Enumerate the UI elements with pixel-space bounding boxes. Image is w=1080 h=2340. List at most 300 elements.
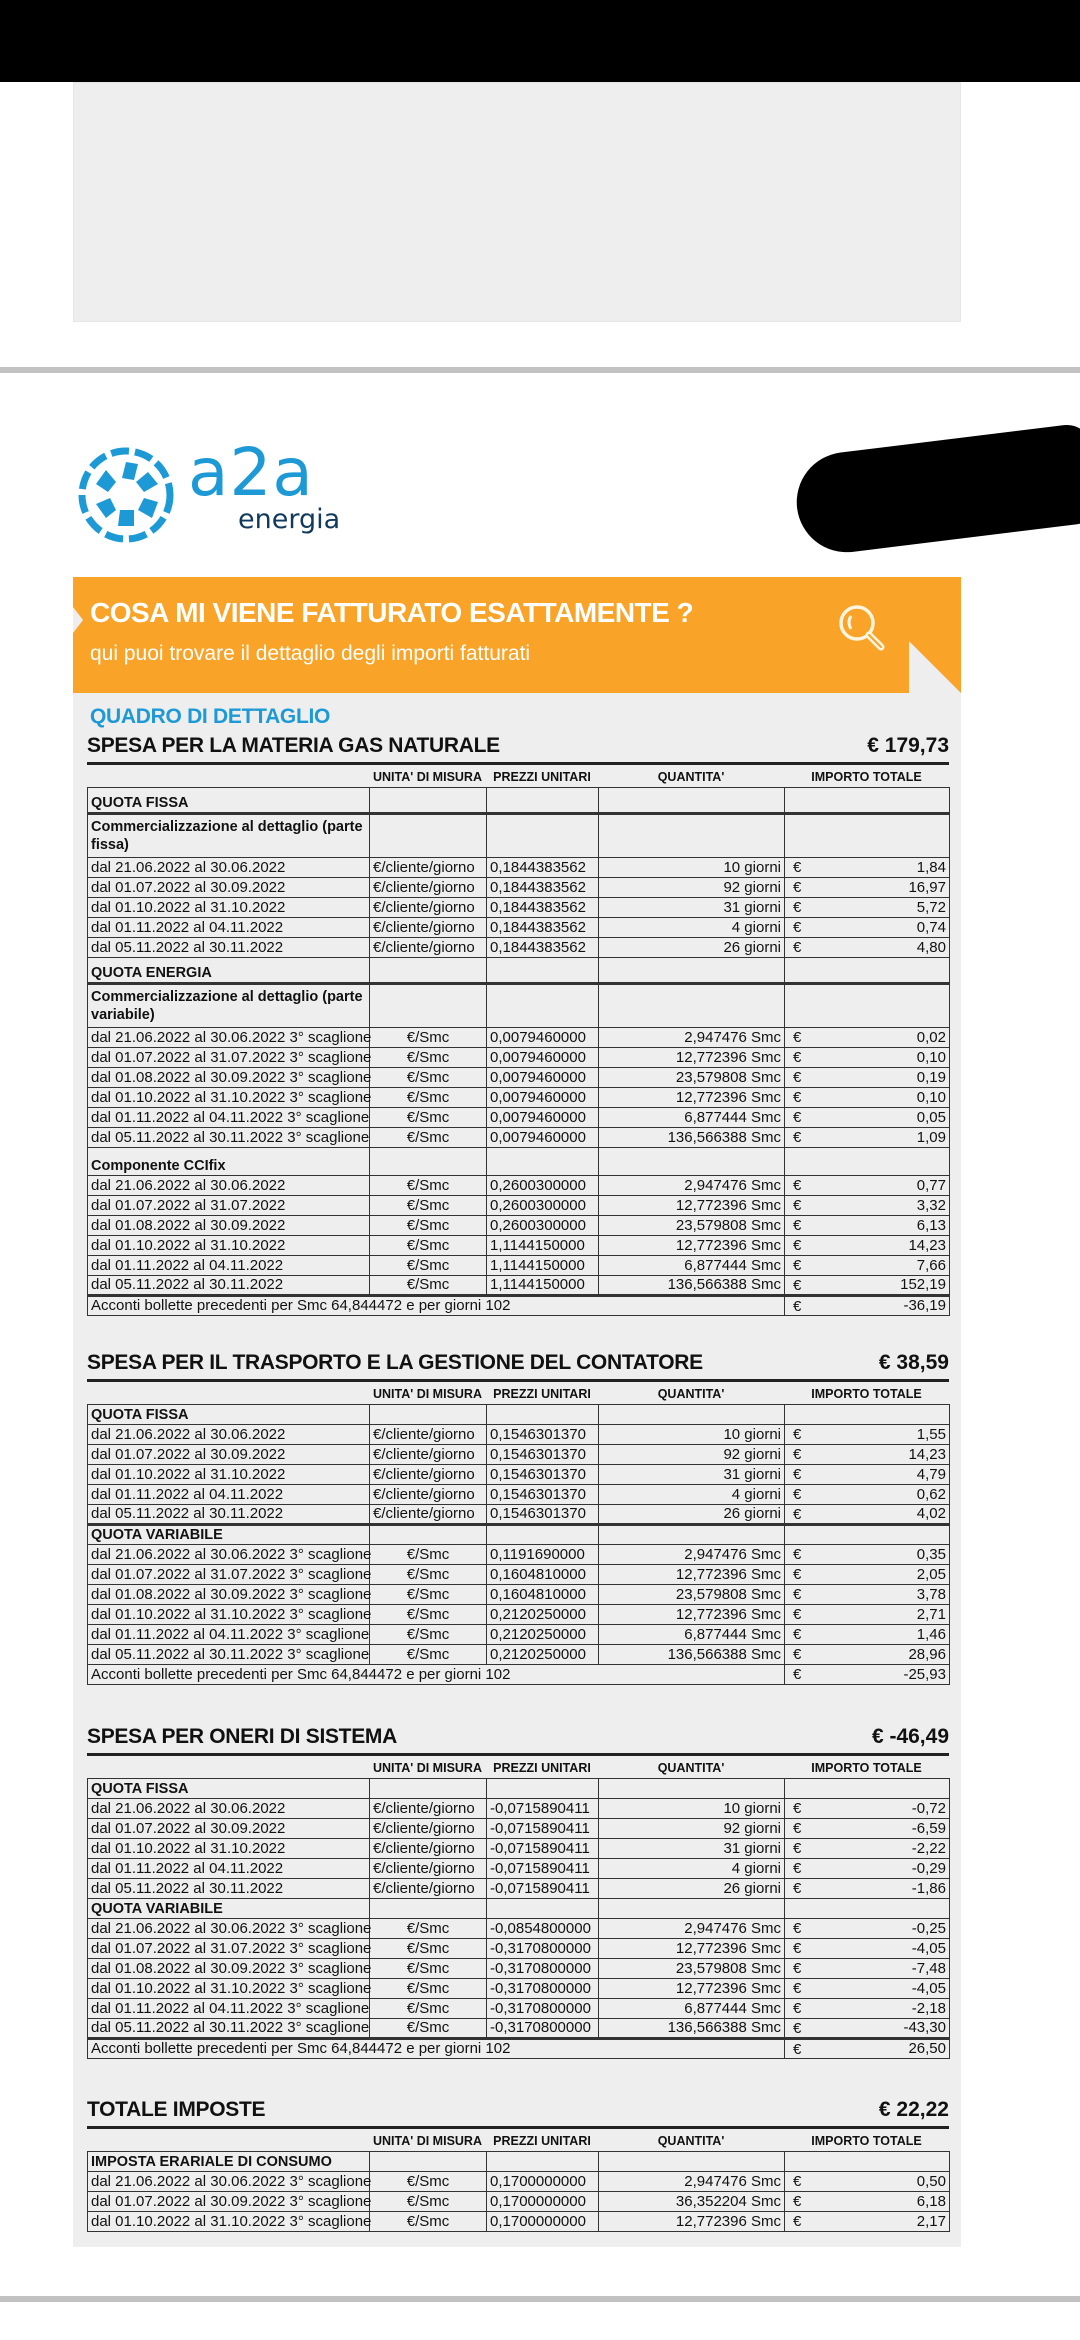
euro-sign: € [793,1426,802,1443]
price-cell: 0,1546301370 [487,1445,599,1465]
qty-cell: 12,772396 Smc [599,1605,785,1625]
table-row [88,1839,950,1859]
euro-sign: € [793,1257,802,1274]
qty-cell: 92 giorni [599,878,785,898]
qty-cell: 12,772396 Smc [599,2212,785,2232]
table-row [88,1585,950,1605]
amount-value: 5,72 [916,898,946,916]
unit-cell: €/cliente/giorno [370,1485,487,1505]
period-cell: dal 01.10.2022 al 31.10.2022 [88,1465,370,1485]
unit-cell: €/cliente/giorno [370,918,487,938]
amount-value: 2,71 [916,1605,946,1623]
table-row [88,2192,950,2212]
euro-sign: € [793,1277,802,1294]
column-headers [87,1756,949,1778]
euro-sign: € [793,2020,802,2037]
qty-cell: 23,579808 Smc [599,1216,785,1236]
price-cell: 0,2600300000 [487,1176,599,1196]
amount-cell [785,858,950,878]
euro-sign: € [793,1506,802,1523]
amount-cell [785,1485,950,1505]
previous-page-block [73,82,961,322]
col-unit: UNITA' DI MISURA [373,1387,482,1401]
table-row [88,1465,950,1485]
column-headers [87,2129,949,2151]
amount-value: 14,23 [908,1445,946,1463]
price-cell: 0,1844383562 [487,918,599,938]
sub-row [88,1148,950,1176]
qty-cell: 31 giorni [599,1839,785,1859]
amount-cell [785,1839,950,1859]
sub-label: Commercializzazione al dettaglio (parte fissa) [88,814,370,858]
table-row [88,1048,950,1068]
qty-cell: 4 giorni [599,1859,785,1879]
amount-cell [785,1979,950,1999]
euro-sign: € [793,1666,802,1683]
qty-cell: 4 giorni [599,1485,785,1505]
price-cell: 0,0079460000 [487,1068,599,1088]
euro-sign: € [793,1920,802,1937]
qty-cell: 12,772396 Smc [599,1196,785,1216]
amount-cell [785,1108,950,1128]
table-row [88,1276,950,1296]
period-cell: dal 01.07.2022 al 30.09.2022 3° scaglione [88,2192,370,2212]
amount-value: 0,35 [916,1545,946,1563]
period-cell: dal 05.11.2022 al 30.11.2022 3° scaglione [88,1645,370,1665]
period-cell: dal 01.10.2022 al 31.10.2022 [88,1236,370,1256]
period-cell: dal 01.08.2022 al 30.09.2022 3° scaglione [88,1959,370,1979]
amount-cell [785,1999,950,2019]
amount-cell [785,1939,950,1959]
euro-sign: € [793,1109,802,1126]
period-cell: dal 05.11.2022 al 30.11.2022 [88,1276,370,1296]
qty-cell: 36,352204 Smc [599,2192,785,2212]
qty-cell: 12,772396 Smc [599,1939,785,1959]
period-cell: dal 01.10.2022 al 31.10.2022 [88,1839,370,1859]
amount-value: 4,80 [916,938,946,956]
price-cell: 0,0079460000 [487,1028,599,1048]
section-title: SPESA PER LA MATERIA GAS NATURALE [87,734,500,757]
section-header [87,1720,949,1756]
period-cell: dal 21.06.2022 al 30.06.2022 [88,1425,370,1445]
table-row [88,1176,950,1196]
price-cell: 0,1700000000 [487,2192,599,2212]
price-cell: 0,2120250000 [487,1645,599,1665]
table-row [88,1545,950,1565]
qty-cell: 2,947476 Smc [599,1919,785,1939]
amount-cell [785,1445,950,1465]
amount-value: 0,10 [916,1088,946,1106]
price-cell: -0,0715890411 [487,1819,599,1839]
price-cell: 0,2600300000 [487,1216,599,1236]
amount-value: -4,05 [911,1979,946,1997]
price-cell: 0,1844383562 [487,858,599,878]
qty-cell: 23,579808 Smc [599,1068,785,1088]
amount-value: 3,32 [916,1196,946,1214]
section-title: SPESA PER ONERI DI SISTEMA [87,1725,397,1748]
quadro-title: QUADRO DI DETTAGLIO [90,705,331,728]
amount-cell [785,1048,950,1068]
unit-cell: €/cliente/giorno [370,878,487,898]
qty-cell: 26 giorni [599,1505,785,1525]
amount-cell [785,898,950,918]
unit-cell: €/Smc [370,1028,487,1048]
unit-cell: €/Smc [370,1959,487,1979]
euro-sign: € [793,2193,802,2210]
table-row [88,878,950,898]
banner-title: COSA MI VIENE FATTURATO ESATTAMENTE ? [90,597,694,628]
amount-cell [785,1625,950,1645]
detail-sheet [73,577,961,2247]
table-row [88,1108,950,1128]
unit-cell: €/cliente/giorno [370,858,487,878]
amount-value: 14,23 [908,1236,946,1254]
logo-sub-text: energia [238,504,341,535]
euro-sign: € [793,1606,802,1623]
euro-sign: € [793,1049,802,1066]
amount-cell [785,2212,950,2232]
period-cell: dal 01.08.2022 al 30.09.2022 [88,1216,370,1236]
qty-cell: 2,947476 Smc [599,2172,785,2192]
section-totale-imposte [87,2093,949,2232]
unit-cell: €/Smc [370,2019,487,2039]
unit-cell: €/cliente/giorno [370,1879,487,1899]
column-headers [87,1382,949,1404]
group-label: QUOTA FISSA [88,1405,370,1425]
table-row [88,1445,950,1465]
amount-cell [785,2172,950,2192]
unit-cell: €/Smc [370,1236,487,1256]
page-separator [0,367,1080,373]
period-cell: dal 01.11.2022 al 04.11.2022 [88,1859,370,1879]
table-row [88,2172,950,2192]
period-cell: dal 01.10.2022 al 31.10.2022 3° scaglione [88,1979,370,1999]
price-cell: 0,1604810000 [487,1585,599,1605]
amount-cell [785,1585,950,1605]
euro-sign: € [793,1940,802,1957]
a2a-wheel-logo-icon [72,440,182,550]
period-cell: dal 01.08.2022 al 30.09.2022 3° scaglione [88,1068,370,1088]
amount-value: 6,13 [916,1216,946,1234]
table-row [88,858,950,878]
qty-cell: 6,877444 Smc [599,1256,785,1276]
qty-cell: 31 giorni [599,1465,785,1485]
unit-cell: €/cliente/giorno [370,1465,487,1485]
unit-cell: €/Smc [370,1108,487,1128]
unit-cell: €/Smc [370,1545,487,1565]
col-unit: UNITA' DI MISURA [373,1761,482,1775]
amount-value: 0,62 [916,1485,946,1503]
price-cell: -0,3170800000 [487,1959,599,1979]
amount-value: -1,86 [911,1879,946,1897]
euro-sign: € [793,1177,802,1194]
price-cell: 0,1604810000 [487,1565,599,1585]
table-row [88,1068,950,1088]
euro-sign: € [793,1089,802,1106]
amount-cell [785,1216,950,1236]
section-title: SPESA PER IL TRASPORTO E LA GESTIONE DEL CONTATORE [87,1351,703,1374]
euro-sign: € [793,1069,802,1086]
euro-sign: € [793,939,802,956]
price-cell: 0,2120250000 [487,1605,599,1625]
amount-value: -0,72 [911,1799,946,1817]
period-cell: dal 05.11.2022 al 30.11.2022 [88,1879,370,1899]
period-cell: dal 01.10.2022 al 31.10.2022 [88,898,370,918]
amount-value: 28,96 [908,1645,946,1663]
acconti-label: Acconti bollette precedenti per Smc 64,844472 e per giorni 102 [88,2039,785,2059]
table-row [88,1425,950,1445]
euro-sign: € [793,1626,802,1643]
unit-cell: €/cliente/giorno [370,938,487,958]
amount-cell [785,2019,950,2039]
unit-cell: €/Smc [370,1048,487,1068]
group-label: QUOTA ENERGIA [88,958,370,984]
amount-cell [785,1959,950,1979]
euro-sign: € [793,1546,802,1563]
qty-cell: 92 giorni [599,1445,785,1465]
euro-sign: € [793,2041,802,2058]
table-row [88,2019,950,2039]
amount-cell [785,938,950,958]
amount-cell [785,1425,950,1445]
section-materia-gas [87,729,949,1316]
section-title: TOTALE IMPOSTE [87,2098,266,2121]
period-cell: dal 01.10.2022 al 31.10.2022 3° scaglione [88,1088,370,1108]
amount-value: 0,19 [916,1068,946,1086]
amount-cell [785,878,950,898]
table-row [88,1879,950,1899]
section-trasporto [87,1346,949,1685]
period-cell: dal 21.06.2022 al 30.06.2022 3° scaglione [88,2172,370,2192]
price-cell: 0,2120250000 [487,1625,599,1645]
unit-cell: €/Smc [370,1256,487,1276]
qty-cell: 10 giorni [599,1425,785,1445]
price-cell: 0,0079460000 [487,1108,599,1128]
period-cell: dal 01.07.2022 al 31.07.2022 3° scaglione [88,1048,370,1068]
euro-sign: € [793,1129,802,1146]
price-cell: 0,0079460000 [487,1088,599,1108]
section-header [87,2093,949,2129]
table-row [88,1196,950,1216]
period-cell: dal 21.06.2022 al 30.06.2022 [88,1799,370,1819]
group-label: QUOTA VARIABILE [88,1525,370,1545]
price-cell: 0,1700000000 [487,2212,599,2232]
banner-notch [73,607,83,633]
col-amount: IMPORTO TOTALE [811,2134,922,2148]
unit-cell: €/Smc [370,1565,487,1585]
table-row [88,1959,950,1979]
sub-row [88,984,950,1028]
qty-cell: 6,877444 Smc [599,1625,785,1645]
price-cell: 1,1144150000 [487,1256,599,1276]
column-headers [87,765,949,787]
euro-sign: € [793,1466,802,1483]
col-price: PREZZI UNITARI [493,1761,591,1775]
table-row [88,1999,950,2019]
amount-value: 0,77 [916,1176,946,1194]
qty-cell: 12,772396 Smc [599,1236,785,1256]
amount-value: 6,18 [916,2192,946,2210]
redacted-top-bar [0,0,1080,82]
info-banner [73,577,961,693]
amount-value: 0,02 [916,1028,946,1046]
qty-cell: 26 giorni [599,938,785,958]
price-cell: -0,3170800000 [487,1939,599,1959]
amount-value: 2,17 [916,2212,946,2230]
table-row [88,1939,950,1959]
amount-cell [785,2039,950,2059]
euro-sign: € [793,1197,802,1214]
amount-value: -6,59 [911,1819,946,1837]
amount-value: -43,30 [903,2019,946,2036]
period-cell: dal 21.06.2022 al 30.06.2022 [88,1176,370,1196]
qty-cell: 26 giorni [599,1879,785,1899]
detail-table [87,1404,950,1685]
period-cell: dal 05.11.2022 al 30.11.2022 3° scaglione [88,1128,370,1148]
sub-label: Commercializzazione al dettaglio (parte variabile) [88,984,370,1028]
table-row [88,938,950,958]
table-row [88,1088,950,1108]
amount-cell [785,1879,950,1899]
price-cell: 0,1546301370 [487,1505,599,1525]
price-cell: 0,1844383562 [487,898,599,918]
amount-value: 1,46 [916,1625,946,1643]
qty-cell: 136,566388 Smc [599,1645,785,1665]
amount-value: 0,10 [916,1048,946,1066]
price-cell: 0,1844383562 [487,878,599,898]
col-qty: QUANTITA' [657,770,725,784]
euro-sign: € [793,1446,802,1463]
amount-value: 0,50 [916,2172,946,2190]
table-row [88,1605,950,1625]
qty-cell: 23,579808 Smc [599,1585,785,1605]
period-cell: dal 21.06.2022 al 30.06.2022 3° scaglione [88,1545,370,1565]
unit-cell: €/Smc [370,1276,487,1296]
table-row [88,1645,950,1665]
amount-cell [785,1919,950,1939]
price-cell: 0,2600300000 [487,1196,599,1216]
euro-sign: € [793,1840,802,1857]
table-row [88,1236,950,1256]
period-cell: dal 01.11.2022 al 04.11.2022 3° scaglione [88,1625,370,1645]
amount-cell [785,1296,950,1316]
table-row [88,1485,950,1505]
period-cell: dal 21.06.2022 al 30.06.2022 3° scaglione [88,1028,370,1048]
banner-page-fold-cut [909,641,961,693]
amount-cell [785,1819,950,1839]
unit-cell: €/Smc [370,1216,487,1236]
amount-value: -36,19 [903,1297,946,1314]
table-row [88,918,950,938]
amount-cell [785,1196,950,1216]
amount-cell [785,1799,950,1819]
table-row [88,1819,950,1839]
amount-cell [785,1088,950,1108]
col-qty: QUANTITA' [657,1761,725,1775]
amount-cell [785,1505,950,1525]
amount-cell [785,1465,950,1485]
detail-table [87,1778,950,2059]
qty-cell: 6,877444 Smc [599,1108,785,1128]
price-cell: -0,0715890411 [487,1879,599,1899]
euro-sign: € [793,1820,802,1837]
amount-value: 0,05 [916,1108,946,1126]
group-label: IMPOSTA ERARIALE DI CONSUMO [88,2152,370,2172]
amount-cell [785,1256,950,1276]
unit-cell: €/Smc [370,1605,487,1625]
qty-cell: 10 giorni [599,858,785,878]
price-cell: -0,0715890411 [487,1839,599,1859]
page-separator [0,2296,1080,2302]
price-cell: -0,0715890411 [487,1859,599,1879]
group-row [88,1405,950,1425]
unit-cell: €/Smc [370,2212,487,2232]
price-cell: 0,1546301370 [487,1425,599,1445]
amount-value: 1,84 [916,858,946,876]
euro-sign: € [793,1029,802,1046]
amount-cell [785,1605,950,1625]
qty-cell: 10 giorni [599,1799,785,1819]
section-total: € 22,22 [878,2098,949,2121]
period-cell: dal 01.11.2022 al 04.11.2022 [88,918,370,938]
amount-value: 4,02 [916,1505,946,1522]
col-qty: QUANTITA' [657,2134,725,2148]
table-row [88,1028,950,1048]
col-price: PREZZI UNITARI [493,1387,591,1401]
euro-sign: € [793,2173,802,2190]
price-cell: -0,0715890411 [487,1799,599,1819]
magnifier-icon [833,599,891,657]
amount-value: 16,97 [908,878,946,896]
col-price: PREZZI UNITARI [493,770,591,784]
group-label: QUOTA VARIABILE [88,1899,370,1919]
logo-brand-text: a2a [188,434,314,511]
detail-table [87,787,950,1316]
qty-cell: 23,579808 Smc [599,1959,785,1979]
euro-sign: € [793,919,802,936]
amount-value: -25,93 [903,1665,946,1683]
unit-cell: €/cliente/giorno [370,1425,487,1445]
period-cell: dal 01.07.2022 al 30.09.2022 [88,1445,370,1465]
period-cell: dal 01.11.2022 al 04.11.2022 [88,1256,370,1276]
euro-sign: € [793,1298,802,1315]
amount-cell [785,2192,950,2212]
amount-cell [785,1028,950,1048]
table-row [88,1625,950,1645]
qty-cell: 12,772396 Smc [599,1048,785,1068]
period-cell: dal 21.06.2022 al 30.06.2022 [88,858,370,878]
unit-cell: €/Smc [370,1979,487,1999]
unit-cell: €/Smc [370,1068,487,1088]
acconti-label: Acconti bollette precedenti per Smc 64,844472 e per giorni 102 [88,1296,785,1316]
amount-cell [785,1665,950,1685]
price-cell: 0,1546301370 [487,1485,599,1505]
redacted-address-blob [791,422,1080,558]
amount-cell [785,1645,950,1665]
euro-sign: € [793,1880,802,1897]
unit-cell: €/cliente/giorno [370,1445,487,1465]
col-price: PREZZI UNITARI [493,2134,591,2148]
euro-sign: € [793,859,802,876]
period-cell: dal 01.11.2022 al 04.11.2022 3° scaglione [88,1999,370,2019]
acconti-row [88,2039,950,2059]
group-label: QUOTA FISSA [88,1779,370,1799]
unit-cell: €/cliente/giorno [370,1799,487,1819]
table-row [88,1128,950,1148]
unit-cell: €/Smc [370,2172,487,2192]
euro-sign: € [793,1486,802,1503]
amount-value: 152,19 [900,1276,946,1293]
